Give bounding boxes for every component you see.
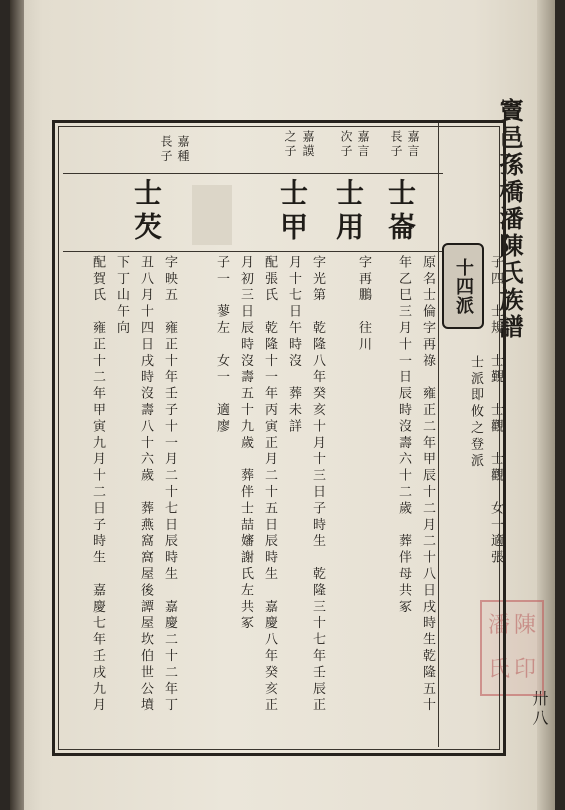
margin-branch-note: 士派即攸之登派: [468, 355, 483, 470]
book-title: 竇邑孫橋潘陳氏族譜: [495, 98, 524, 341]
page-number: 卅八: [530, 690, 549, 729]
faded-area: [192, 185, 232, 245]
entry-shi-jia-line-1: 配張氏 乾隆十一年丙寅正月二十五日辰時生 嘉慶八年癸亥正: [262, 255, 277, 715]
entry-shi-jia-line-3: 子一 蓼左 女一 適廖: [214, 255, 229, 436]
entry-shi-wei-line-2: 丑八月十四日戌時沒壽八十六歲 葬燕窩窩屋後譚屋坎伯世公墳: [138, 255, 153, 715]
entry-shi-lun-line-3: 字再鵬 往川: [356, 255, 371, 354]
red-seal: 潘 陳 氏 印: [480, 600, 544, 696]
entry-shi-yong-line-2: 月十七日午時沒 葬未詳: [286, 255, 301, 436]
entry-shi-lun-line-1: 原名士倫字再祿 雍正二年甲辰十二月二十八日戌時生乾隆五十: [420, 255, 435, 715]
entry-shi-wei-line-1: 字映五 雍正十年壬子十一月二十七日辰時生 嘉慶二十二年丁: [162, 255, 177, 715]
entry-shi-wei-line-4: 配賀氏 雍正十二年甲寅九月十二日子時生 嘉慶七年壬戌九月: [90, 255, 105, 715]
generation-badge: 十四派: [442, 243, 484, 329]
name-divider: [63, 251, 443, 252]
entry-shi-lun-line-2: 年乙巳三月十一日辰時沒壽六十二歲 葬伴母共冢: [396, 255, 411, 616]
header-col-4-line-2: 長子: [159, 135, 173, 165]
entry-shi-wei-line-3: 下丁山午向: [114, 255, 129, 337]
header-col-3-line-1: 嘉謨: [301, 130, 315, 160]
header-col-2-line-1: 嘉言: [356, 130, 370, 160]
right-column-divider: [438, 123, 439, 747]
header-divider: [63, 173, 443, 174]
header-col-1-line-2: 長子: [389, 130, 403, 160]
margin-children-note: 子四 士規 士覲 士觀 士觀 女一適張: [488, 255, 503, 567]
name-shi-jia: 士甲: [276, 178, 309, 246]
entry-shi-yong-line-1: 字光第 乾隆八年癸亥十月十三日子時生 乾隆三十七年壬辰正: [310, 255, 325, 715]
header-col-3-line-2: 之子: [283, 130, 297, 160]
entry-shi-jia-line-2: 月初三日辰時沒壽五十九歲 葬伴士喆嬸謝氏左共冢: [238, 255, 253, 633]
header-col-1-line-1: 嘉言: [406, 130, 420, 160]
name-shi-yong: 士用: [332, 178, 365, 246]
document-page: [10, 0, 555, 810]
book-spine: [10, 0, 24, 810]
name-shi-lun: 士崙: [384, 178, 417, 246]
header-col-2-line-2: 次子: [339, 130, 353, 160]
name-shi-wei: 士芡: [130, 178, 163, 246]
header-col-4-line-1: 嘉種: [176, 135, 190, 165]
